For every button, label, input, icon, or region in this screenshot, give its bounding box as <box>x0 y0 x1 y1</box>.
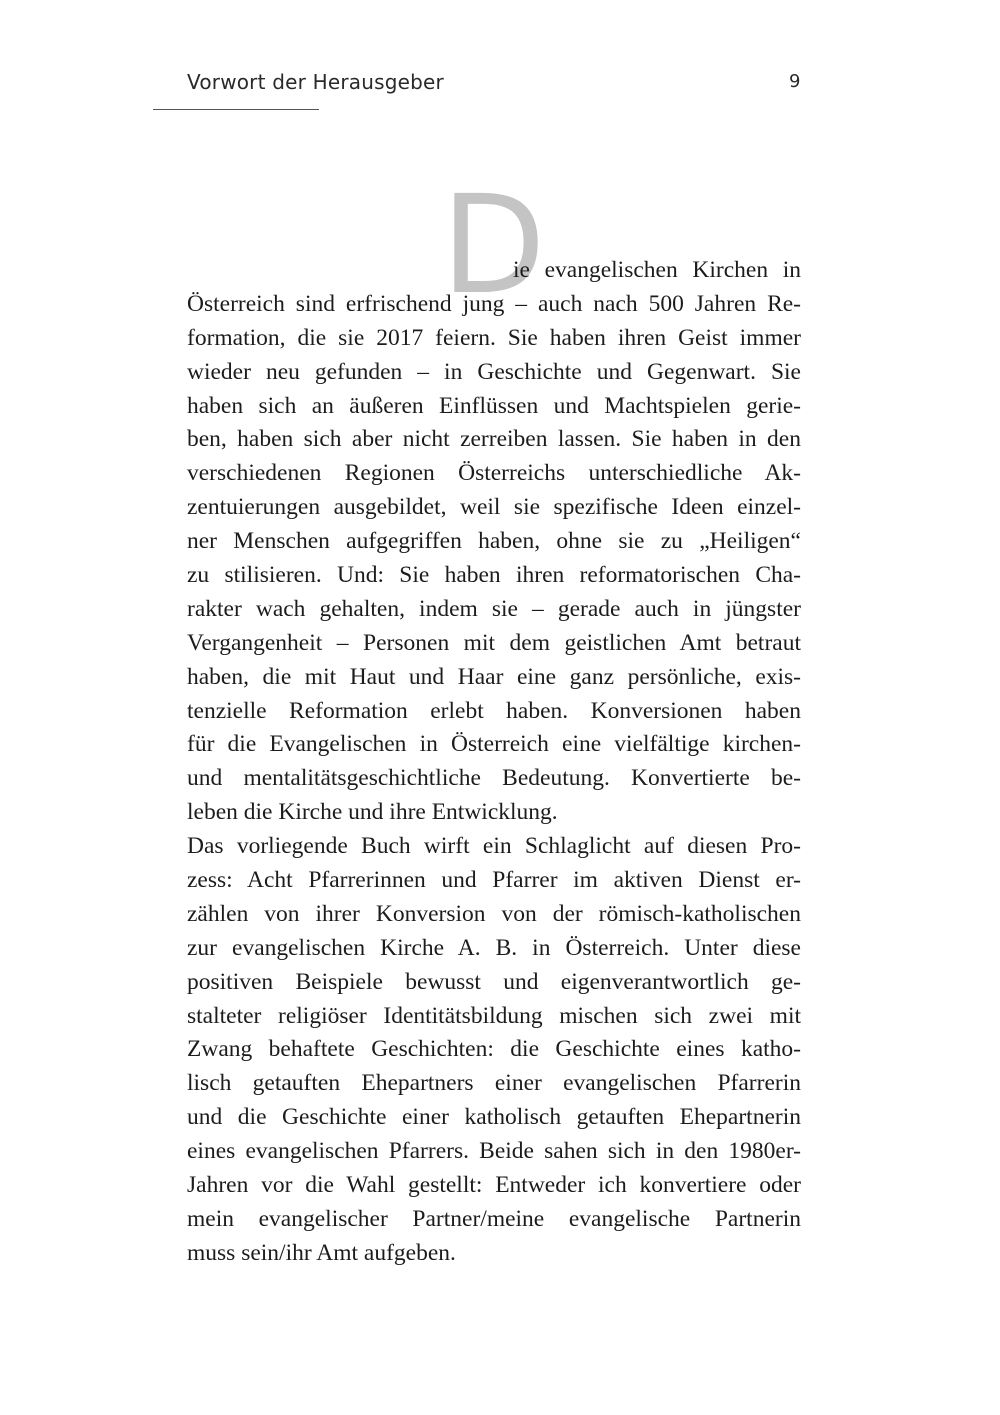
text-line: zess: Acht Pfarrerinnen und Pfarrer im aktiven Dienst er- <box>187 867 801 894</box>
text-line: wieder neu gefunden – in Geschichte und Gegenwart. Sie <box>187 358 801 385</box>
text-line: tenzielle Reformation erlebt haben. Konversionen haben <box>187 697 801 724</box>
text-line: eines evangelischen Pfarrers. Beide sahen sich in den 1980er- <box>187 1138 801 1165</box>
text-line: mein evangelischer Partner/meine evangelische Partnerin <box>187 1205 801 1232</box>
text-line: Vergangenheit – Personen mit dem geistlichen Amt betraut <box>187 629 801 656</box>
text-line: lisch getauften Ehepartners einer evangelischen Pfarrerin <box>187 1070 801 1097</box>
text-line: rakter wach gehalten, indem sie – gerade auch in jüngster <box>187 595 801 622</box>
text-line: ner Menschen aufgegriffen haben, ohne sie zu „Heiligen“ <box>187 528 801 555</box>
text-line: zentuierungen ausgebildet, weil sie spezifische Ideen einzel- <box>187 494 801 521</box>
text-line: positiven Beispiele bewusst und eigenverantwortlich ge- <box>187 968 801 995</box>
text-line: für die Evangelischen in Österreich eine vielfältige kirchen- <box>187 731 801 758</box>
text-line: zählen von ihrer Konversion von der römisch-katholischen <box>187 900 801 927</box>
body-text <box>187 254 801 1271</box>
text-line: haben, die mit Haut und Haar eine ganz persönliche, exis- <box>187 663 801 690</box>
text-line: haben sich an äußeren Einflüssen und Machtspielen gerie- <box>187 392 801 419</box>
running-head: Vorwort der Herausgeber <box>187 70 444 94</box>
text-line: Österreich sind erfrischend jung – auch nach 500 Jahren Re- <box>187 290 801 317</box>
text-line: ie evangelischen Kirchen in <box>513 257 801 283</box>
header-rule <box>153 109 319 110</box>
text-line: zu stilisieren. Und: Sie haben ihren reformatorischen Cha- <box>187 562 801 589</box>
text-line: leben die Kirche und ihre Entwicklung. <box>187 799 558 826</box>
text-line: und mentalitätsgeschichtliche Bedeutung. Konvertierte be- <box>187 765 801 792</box>
text-line: Zwang behaftete Geschichten: die Geschichte eines katho- <box>187 1036 801 1063</box>
text-line: und die Geschichte einer katholisch getauften Ehepartnerin <box>187 1104 801 1131</box>
text-line: verschiedenen Regionen Österreichs unterschiedliche Ak- <box>187 460 801 487</box>
text-line: muss sein/ihr Amt aufgeben. <box>187 1239 456 1266</box>
text-line: Das vorliegende Buch wirft ein Schlaglicht auf diesen Pro- <box>187 833 801 860</box>
text-line: zur evangelischen Kirche A. B. in Österreich. Unter diese <box>187 934 801 961</box>
page-number: 9 <box>789 71 801 92</box>
text-line: ben, haben sich aber nicht zerreiben lassen. Sie haben in den <box>187 426 801 453</box>
text-line: Jahren vor die Wahl gestellt: Entweder ich konvertiere oder <box>187 1172 801 1199</box>
text-line: stalteter religiöser Identitätsbildung mischen sich zwei mit <box>187 1002 801 1029</box>
drop-cap: D <box>441 167 546 325</box>
text-line: formation, die sie 2017 feiern. Sie haben ihren Geist immer <box>187 324 801 351</box>
